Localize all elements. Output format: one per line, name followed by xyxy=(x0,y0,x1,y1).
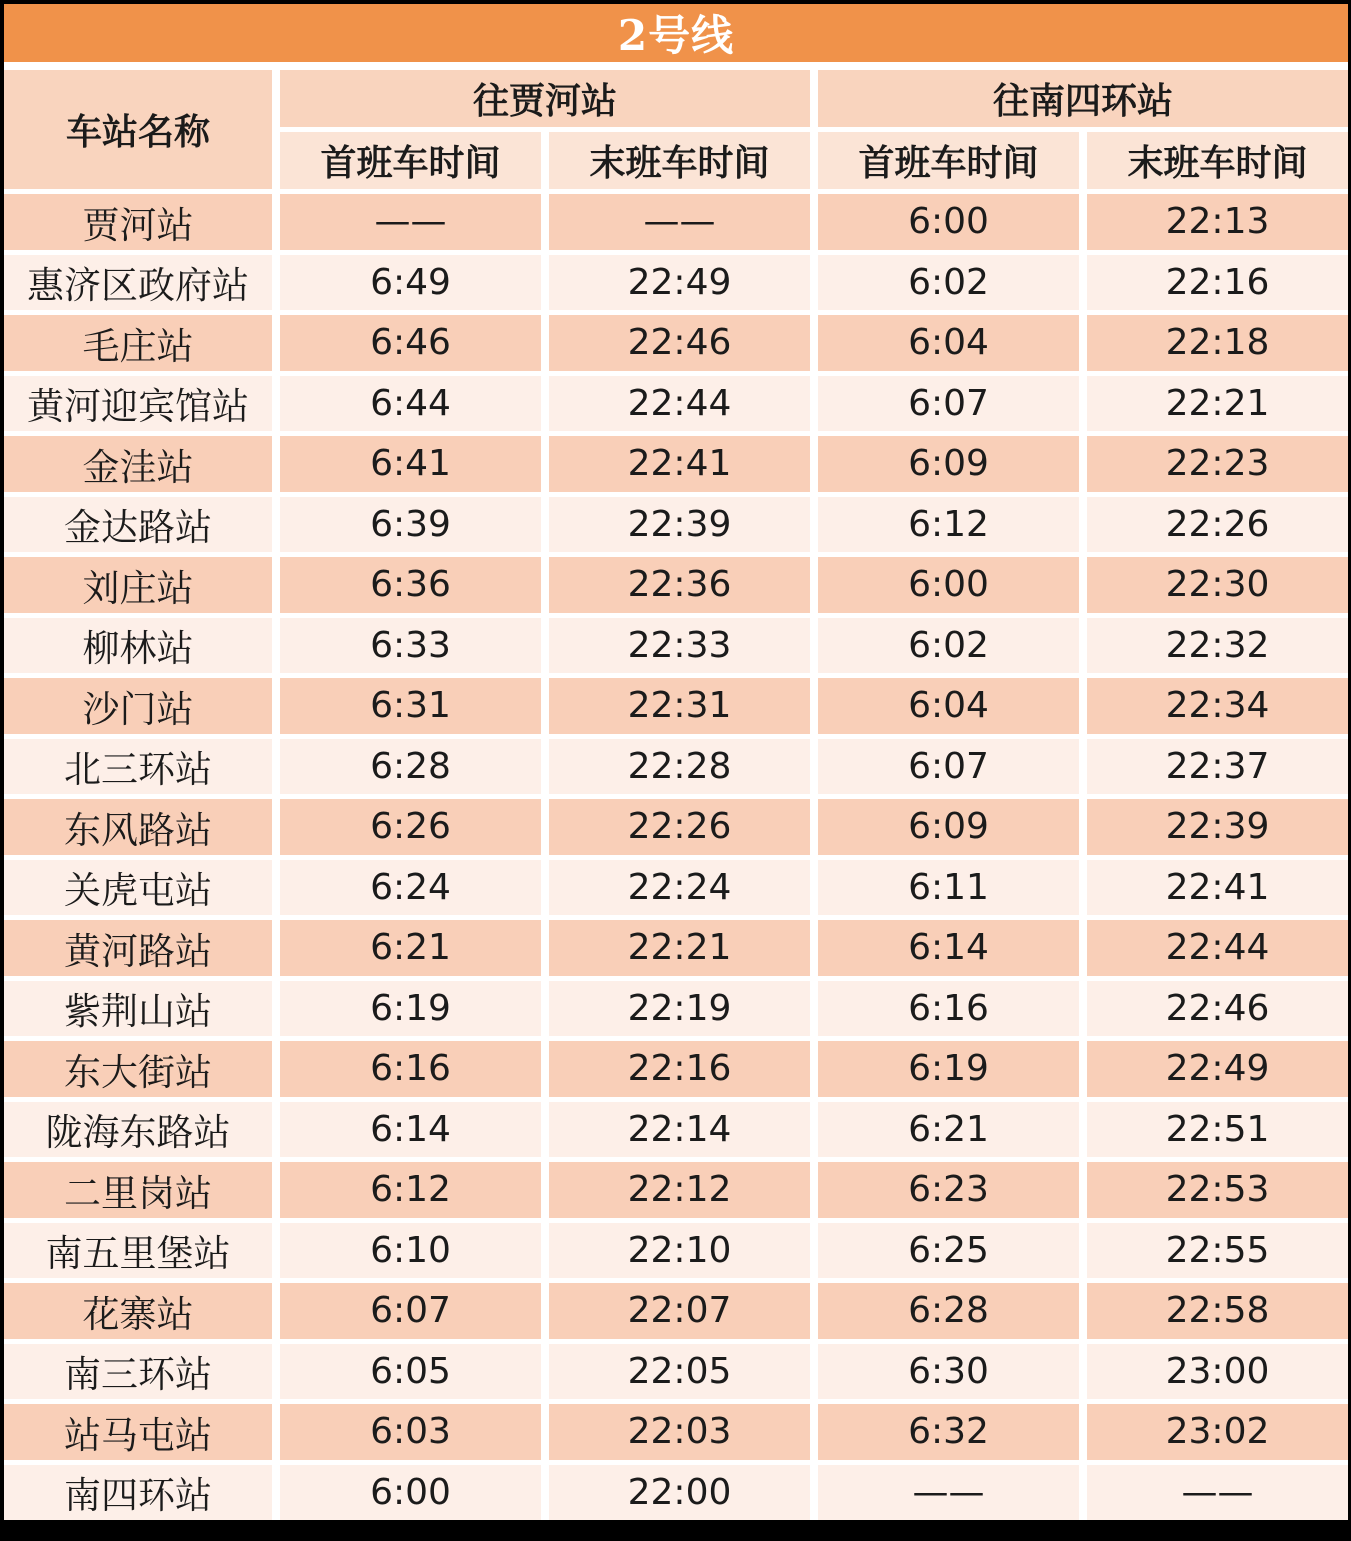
first-train-time-d2-cell: —— xyxy=(818,1465,1079,1521)
station-cell: 北三环站 xyxy=(4,739,272,795)
first-train-time-d2-cell: 6:12 xyxy=(818,497,1079,553)
last-train-time-d2-cell: 22:18 xyxy=(1087,315,1348,371)
first-train-time-d2-cell: 6:04 xyxy=(818,678,1079,734)
last-train-time-d2-cell: 22:44 xyxy=(1087,920,1348,976)
last-train-time-d1-cell: 22:24 xyxy=(549,860,810,916)
first-train-time-d1-cell: 6:16 xyxy=(280,1041,541,1097)
first-train-time-d1-cell: 6:14 xyxy=(280,1102,541,1158)
last-train-time-d1-cell: 22:03 xyxy=(549,1404,810,1460)
station-cell: 金洼站 xyxy=(4,436,272,492)
last-train-time-d1-cell: 22:10 xyxy=(549,1223,810,1279)
last-train-time-d2-cell: —— xyxy=(1087,1465,1348,1521)
last-train-time-d2-cell: 22:58 xyxy=(1087,1283,1348,1339)
last-train-time-d2-cell: 22:51 xyxy=(1087,1102,1348,1158)
station-cell: 贾河站 xyxy=(4,194,272,250)
timetable-grid xyxy=(4,70,1348,1520)
last-train-time-d1-cell: 22:07 xyxy=(549,1283,810,1339)
last-train-time-d1-cell: 22:28 xyxy=(549,739,810,795)
last-train-time-d2-cell: 22:30 xyxy=(1087,557,1348,613)
last-train-time-d1-cell: 22:19 xyxy=(549,981,810,1037)
station-cell: 南三环站 xyxy=(4,1344,272,1400)
station-cell: 南四环站 xyxy=(4,1465,272,1521)
station-cell: 惠济区政府站 xyxy=(4,255,272,311)
first-train-time-d1-cell: 6:36 xyxy=(280,557,541,613)
station-cell: 黄河迎宾馆站 xyxy=(4,376,272,432)
first-train-time-d2-cell: 6:23 xyxy=(818,1162,1079,1218)
last-train-time-d1-cell: 22:36 xyxy=(549,557,810,613)
last-train-time-d1-cell: 22:33 xyxy=(549,618,810,674)
col-header-last-train-d2: 末班车时间 xyxy=(1087,132,1348,189)
first-train-time-d1-cell: 6:39 xyxy=(280,497,541,553)
last-train-time-d1-cell: 22:05 xyxy=(549,1344,810,1400)
first-train-time-d2-cell: 6:32 xyxy=(818,1404,1079,1460)
last-train-time-d2-cell: 22:55 xyxy=(1087,1223,1348,1279)
col-header-direction-nansihuan: 往南四环站 xyxy=(818,70,1348,127)
line-title: 2号线 xyxy=(4,4,1348,62)
first-train-time-d2-cell: 6:19 xyxy=(818,1041,1079,1097)
first-train-time-d1-cell: 6:19 xyxy=(280,981,541,1037)
last-train-time-d2-cell: 22:34 xyxy=(1087,678,1348,734)
last-train-time-d1-cell: 22:12 xyxy=(549,1162,810,1218)
first-train-time-d2-cell: 6:07 xyxy=(818,376,1079,432)
station-cell: 陇海东路站 xyxy=(4,1102,272,1158)
station-cell: 沙门站 xyxy=(4,678,272,734)
last-train-time-d1-cell: —— xyxy=(549,194,810,250)
last-train-time-d1-cell: 22:26 xyxy=(549,799,810,855)
station-cell: 金达路站 xyxy=(4,497,272,553)
first-train-time-d2-cell: 6:02 xyxy=(818,255,1079,311)
station-cell: 南五里堡站 xyxy=(4,1223,272,1279)
last-train-time-d2-cell: 22:23 xyxy=(1087,436,1348,492)
first-train-time-d2-cell: 6:30 xyxy=(818,1344,1079,1400)
first-train-time-d1-cell: 6:00 xyxy=(280,1465,541,1521)
last-train-time-d1-cell: 22:49 xyxy=(549,255,810,311)
first-train-time-d2-cell: 6:21 xyxy=(818,1102,1079,1158)
first-train-time-d1-cell: 6:31 xyxy=(280,678,541,734)
first-train-time-d2-cell: 6:00 xyxy=(818,557,1079,613)
first-train-time-d1-cell: 6:05 xyxy=(280,1344,541,1400)
first-train-time-d1-cell: 6:28 xyxy=(280,739,541,795)
first-train-time-d1-cell: 6:26 xyxy=(280,799,541,855)
last-train-time-d2-cell: 22:32 xyxy=(1087,618,1348,674)
last-train-time-d2-cell: 22:26 xyxy=(1087,497,1348,553)
col-header-last-train-d1: 末班车时间 xyxy=(549,132,810,189)
first-train-time-d1-cell: 6:41 xyxy=(280,436,541,492)
last-train-time-d2-cell: 22:41 xyxy=(1087,860,1348,916)
first-train-time-d1-cell: 6:24 xyxy=(280,860,541,916)
col-header-first-train-d2: 首班车时间 xyxy=(818,132,1079,189)
last-train-time-d1-cell: 22:31 xyxy=(549,678,810,734)
first-train-time-d2-cell: 6:28 xyxy=(818,1283,1079,1339)
last-train-time-d2-cell: 22:46 xyxy=(1087,981,1348,1037)
last-train-time-d1-cell: 22:14 xyxy=(549,1102,810,1158)
col-header-first-train-d1: 首班车时间 xyxy=(280,132,541,189)
last-train-time-d2-cell: 22:53 xyxy=(1087,1162,1348,1218)
station-cell: 柳林站 xyxy=(4,618,272,674)
station-cell: 刘庄站 xyxy=(4,557,272,613)
last-train-time-d2-cell: 22:39 xyxy=(1087,799,1348,855)
first-train-time-d1-cell: 6:03 xyxy=(280,1404,541,1460)
first-train-time-d1-cell: 6:10 xyxy=(280,1223,541,1279)
last-train-time-d2-cell: 22:13 xyxy=(1087,194,1348,250)
last-train-time-d1-cell: 22:00 xyxy=(549,1465,810,1521)
station-cell: 二里岗站 xyxy=(4,1162,272,1218)
station-cell: 毛庄站 xyxy=(4,315,272,371)
last-train-time-d1-cell: 22:41 xyxy=(549,436,810,492)
first-train-time-d2-cell: 6:07 xyxy=(818,739,1079,795)
last-train-time-d1-cell: 22:16 xyxy=(549,1041,810,1097)
first-train-time-d1-cell: 6:33 xyxy=(280,618,541,674)
station-cell: 花寨站 xyxy=(4,1283,272,1339)
station-cell: 关虎屯站 xyxy=(4,860,272,916)
station-cell: 黄河路站 xyxy=(4,920,272,976)
first-train-time-d2-cell: 6:09 xyxy=(818,799,1079,855)
last-train-time-d2-cell: 22:21 xyxy=(1087,376,1348,432)
first-train-time-d2-cell: 6:11 xyxy=(818,860,1079,916)
last-train-time-d1-cell: 22:39 xyxy=(549,497,810,553)
last-train-time-d2-cell: 23:02 xyxy=(1087,1404,1348,1460)
last-train-time-d1-cell: 22:46 xyxy=(549,315,810,371)
first-train-time-d2-cell: 6:14 xyxy=(818,920,1079,976)
first-train-time-d1-cell: 6:49 xyxy=(280,255,541,311)
first-train-time-d2-cell: 6:25 xyxy=(818,1223,1079,1279)
last-train-time-d2-cell: 23:00 xyxy=(1087,1344,1348,1400)
last-train-time-d1-cell: 22:21 xyxy=(549,920,810,976)
station-cell: 东风路站 xyxy=(4,799,272,855)
col-header-station-name: 车站名称 xyxy=(4,70,272,189)
station-cell: 紫荆山站 xyxy=(4,981,272,1037)
station-cell: 东大街站 xyxy=(4,1041,272,1097)
first-train-time-d2-cell: 6:09 xyxy=(818,436,1079,492)
first-train-time-d2-cell: 6:16 xyxy=(818,981,1079,1037)
first-train-time-d2-cell: 6:04 xyxy=(818,315,1079,371)
first-train-time-d2-cell: 6:02 xyxy=(818,618,1079,674)
first-train-time-d1-cell: —— xyxy=(280,194,541,250)
last-train-time-d2-cell: 22:49 xyxy=(1087,1041,1348,1097)
station-cell: 站马屯站 xyxy=(4,1404,272,1460)
first-train-time-d1-cell: 6:07 xyxy=(280,1283,541,1339)
col-header-direction-jiahe: 往贾河站 xyxy=(280,70,810,127)
first-train-time-d2-cell: 6:00 xyxy=(818,194,1079,250)
timetable-frame xyxy=(4,4,1348,1520)
last-train-time-d2-cell: 22:16 xyxy=(1087,255,1348,311)
last-train-time-d1-cell: 22:44 xyxy=(549,376,810,432)
first-train-time-d1-cell: 6:12 xyxy=(280,1162,541,1218)
first-train-time-d1-cell: 6:44 xyxy=(280,376,541,432)
last-train-time-d2-cell: 22:37 xyxy=(1087,739,1348,795)
first-train-time-d1-cell: 6:46 xyxy=(280,315,541,371)
first-train-time-d1-cell: 6:21 xyxy=(280,920,541,976)
